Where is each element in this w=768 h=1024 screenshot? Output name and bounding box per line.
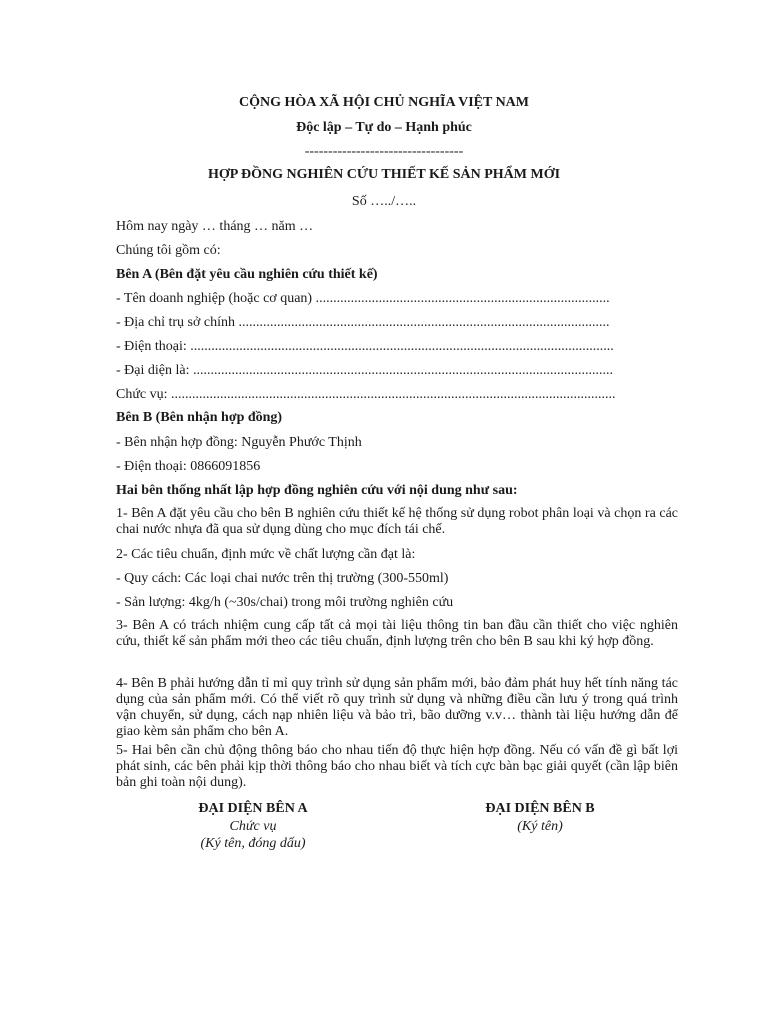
party-a-representative-field: - Đại diện là: ........................................................................................................................: [116, 363, 613, 378]
contract-title: HỢP ĐỒNG NGHIÊN CỨU THIẾT KẾ SẢN PHẨM MỚI: [207, 167, 561, 182]
party-b-signature-note: (Ký tên): [517, 819, 563, 834]
clause-2-spec: - Quy cách: Các loại chai nước trên thị trường (300-550ml): [116, 571, 449, 586]
clause-1: 1- Bên A đặt yêu cầu cho bên B nghiên cứu thiết kế hệ thống sử dụng robot phân loại và chọn ra các chai nước nhựa đã qua sử dụng dùng cho mục đích tái chế.: [116, 506, 678, 537]
party-a-signature-title: ĐẠI DIỆN BÊN A: [198, 801, 308, 816]
party-b-receiver: - Bên nhận hợp đồng: Nguyễn Phước Thịnh: [116, 435, 362, 450]
party-b-phone: - Điện thoại: 0866091856: [116, 459, 261, 474]
party-a-company-field: - Tên doanh nghiệp (hoặc cơ quan) ....................................................................................: [116, 291, 610, 306]
clause-4: 4- Bên B phải hướng dẫn tỉ mỉ quy trình sử dụng sản phẩm mới, bảo đảm phát huy hết tính năng tác dụng của sản phẩm mới. Có thể viết rõ quy trình sử dụng và những điều cần lưu ý trong quá trình vận chuyển, sử dụng, cách nạp nhiên liệu và bảo trì, bão dưỡng v.v… thành tài liệu hướng dẫn để giao kèm sản phẩm cho bên A.: [116, 676, 678, 739]
date-line: Hôm nay ngày … tháng … năm …: [116, 219, 314, 234]
party-a-signature-role: Chức vụ: [229, 819, 277, 834]
party-a-signature-note: (Ký tên, đóng dấu): [200, 836, 306, 851]
party-b-heading: Bên B (Bên nhận hợp đồng): [116, 410, 283, 425]
national-title: CỘNG HÒA XÃ HỘI CHỦ NGHĨA VIỆT NAM: [238, 95, 529, 110]
clause-3: 3- Bên A có trách nhiệm cung cấp tất cả mọi tài liệu thông tin ban đầu cần thiết cho việc nghiên cứu, thiết kế sản phẩm mới theo các tiêu chuẩn, định lượng trên cho bên B sau khi ký hợp đồng.: [116, 618, 678, 649]
motto: Độc lập – Tự do – Hạnh phúc: [296, 120, 472, 135]
contract-number: Số …../…..: [351, 194, 417, 209]
clause-2: 2- Các tiêu chuẩn, định mức về chất lượng cần đạt là:: [116, 547, 416, 562]
party-a-position-field: Chức vụ: ...............................................................................................................................: [116, 387, 616, 402]
party-a-heading: Bên A (Bên đặt yêu cầu nghiên cứu thiết kế): [116, 267, 378, 282]
party-b-signature-title: ĐẠI DIỆN BÊN B: [485, 801, 595, 816]
agreement-heading: Hai bên thống nhất lập hợp đồng nghiên cứu với nội dung như sau:: [116, 483, 518, 498]
party-a-address-field: - Địa chỉ trụ sở chính ..........................................................................................................: [116, 315, 610, 330]
clause-5: 5- Hai bên cần chủ động thông báo cho nhau tiến độ thực hiện hợp đồng. Nếu có vấn đề gì bất lợi phát sinh, các bên phải kịp thời thông báo cho nhau biết và tích cực bàn bạc giải quyết (cần lập biên bản ghi toàn nội dung).: [116, 743, 678, 790]
separator-line: ----------------------------------: [304, 144, 464, 159]
parties-intro: Chúng tôi gồm có:: [116, 243, 221, 258]
party-a-phone-field: - Điện thoại: .........................................................................................................................: [116, 339, 614, 354]
clause-2-output: - Sản lượng: 4kg/h (~30s/chai) trong môi trường nghiên cứu: [116, 595, 454, 610]
